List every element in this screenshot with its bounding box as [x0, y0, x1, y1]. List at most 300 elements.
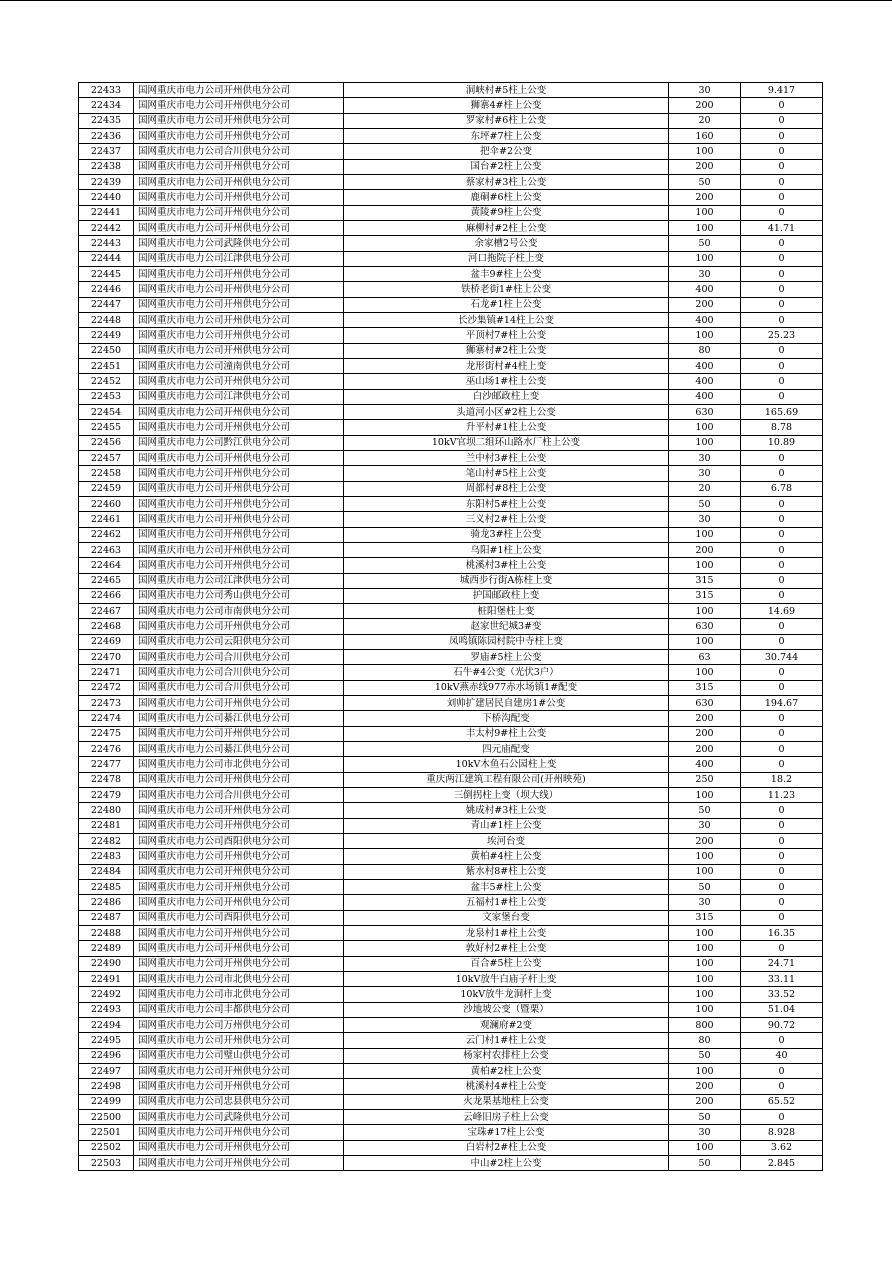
capacity-cell: 100	[669, 420, 741, 435]
company-cell: 国网重庆市电力公司璧山供电分公司	[134, 1048, 344, 1063]
company-cell: 国网重庆市电力公司忠县供电分公司	[134, 1094, 344, 1109]
value-cell: 0	[741, 588, 823, 603]
capacity-cell: 400	[669, 389, 741, 404]
value-cell: 0	[741, 726, 823, 741]
value-cell: 0	[741, 236, 823, 251]
row-id-cell: 22471	[79, 665, 134, 680]
company-cell: 国网重庆市电力公司市北供电分公司	[134, 757, 344, 772]
transformer-name-cell: 狮寨村#2柱上公变	[344, 343, 669, 358]
company-cell: 国网重庆市电力公司开州供电分公司	[134, 558, 344, 573]
company-cell: 国网重庆市电力公司开州供电分公司	[134, 496, 344, 511]
transformer-name-cell: 百合#5柱上公变	[344, 956, 669, 971]
company-cell: 国网重庆市电力公司开州供电分公司	[134, 1125, 344, 1140]
value-cell: 25.23	[741, 328, 823, 343]
row-id-cell: 22490	[79, 956, 134, 971]
capacity-cell: 100	[669, 328, 741, 343]
transformer-name-cell: 沙地坡公变（暨栗）	[344, 1002, 669, 1017]
table-row	[79, 742, 823, 757]
row-id-cell: 22437	[79, 144, 134, 159]
value-cell: 30.744	[741, 650, 823, 665]
table-row	[79, 834, 823, 849]
transformer-name-cell: 桩阳堡柱上变	[344, 604, 669, 619]
value-cell: 0	[741, 1033, 823, 1048]
value-cell: 0	[741, 174, 823, 189]
table-row	[79, 956, 823, 971]
transformer-name-cell: 头道河小区#2柱上公变	[344, 404, 669, 419]
value-cell: 0	[741, 573, 823, 588]
table-body	[79, 83, 823, 1171]
table-row	[79, 113, 823, 128]
transformer-name-cell: 平顶村7#柱上公变	[344, 328, 669, 343]
capacity-cell: 100	[669, 956, 741, 971]
table-row	[79, 696, 823, 711]
capacity-cell: 630	[669, 619, 741, 634]
value-cell: 51.04	[741, 1002, 823, 1017]
company-cell: 国网重庆市电力公司开州供电分公司	[134, 190, 344, 205]
company-cell: 国网重庆市电力公司开州供电分公司	[134, 1155, 344, 1170]
capacity-cell: 50	[669, 496, 741, 511]
table-row	[79, 220, 823, 235]
value-cell: 2.845	[741, 1155, 823, 1170]
row-id-cell: 22452	[79, 374, 134, 389]
row-id-cell: 22438	[79, 159, 134, 174]
capacity-cell: 100	[669, 144, 741, 159]
row-id-cell: 22501	[79, 1125, 134, 1140]
company-cell: 国网重庆市电力公司黔江供电分公司	[134, 435, 344, 450]
transformer-name-cell: 四元庙配变	[344, 742, 669, 757]
capacity-cell: 200	[669, 542, 741, 557]
company-cell: 国网重庆市电力公司合川供电分公司	[134, 144, 344, 159]
value-cell: 16.35	[741, 926, 823, 941]
capacity-cell: 200	[669, 98, 741, 113]
capacity-cell: 100	[669, 220, 741, 235]
value-cell: 0	[741, 190, 823, 205]
value-cell: 0	[741, 113, 823, 128]
transformer-name-cell: 石龙#1柱上公变	[344, 297, 669, 312]
transformer-name-cell: 火龙果基地柱上公变	[344, 1094, 669, 1109]
company-cell: 国网重庆市电力公司开州供电分公司	[134, 450, 344, 465]
company-cell: 国网重庆市电力公司开州供电分公司	[134, 98, 344, 113]
table-row	[79, 282, 823, 297]
table-row	[79, 1079, 823, 1094]
value-cell: 65.52	[741, 1094, 823, 1109]
value-cell: 0	[741, 1079, 823, 1094]
table-row	[79, 803, 823, 818]
transformer-name-cell: 五福村1#柱上公变	[344, 895, 669, 910]
transformer-name-cell: 桃溪村4#柱上公变	[344, 1079, 669, 1094]
transformer-name-cell: 桃溪村3#柱上公变	[344, 558, 669, 573]
row-id-cell: 22481	[79, 818, 134, 833]
row-id-cell: 22457	[79, 450, 134, 465]
row-id-cell: 22441	[79, 205, 134, 220]
value-cell: 0	[741, 849, 823, 864]
capacity-cell: 200	[669, 1079, 741, 1094]
value-cell: 0	[741, 864, 823, 879]
table-row	[79, 420, 823, 435]
value-cell: 0	[741, 910, 823, 925]
table-row	[79, 772, 823, 787]
transformer-name-cell: 石牛#4公变（光伏3户）	[344, 665, 669, 680]
row-id-cell: 22465	[79, 573, 134, 588]
transformer-name-cell: 青山#1柱上公变	[344, 818, 669, 833]
capacity-cell: 80	[669, 343, 741, 358]
transformer-name-cell: 白沙邮政柱上变	[344, 389, 669, 404]
value-cell: 0	[741, 895, 823, 910]
transformer-name-cell: 笔山村#5柱上公变	[344, 466, 669, 481]
row-id-cell: 22474	[79, 711, 134, 726]
transformer-name-cell: 巫山场1#柱上公变	[344, 374, 669, 389]
capacity-cell: 100	[669, 849, 741, 864]
row-id-cell: 22433	[79, 83, 134, 98]
company-cell: 国网重庆市电力公司合川供电分公司	[134, 788, 344, 803]
capacity-cell: 100	[669, 665, 741, 680]
value-cell: 0	[741, 680, 823, 695]
row-id-cell: 22467	[79, 604, 134, 619]
company-cell: 国网重庆市电力公司开州供电分公司	[134, 205, 344, 220]
table-row	[79, 435, 823, 450]
transformer-name-cell: 蔡家村#3柱上公变	[344, 174, 669, 189]
company-cell: 国网重庆市电力公司开州供电分公司	[134, 159, 344, 174]
value-cell: 194.67	[741, 696, 823, 711]
value-cell: 0	[741, 389, 823, 404]
row-id-cell: 22448	[79, 312, 134, 327]
table-row	[79, 312, 823, 327]
company-cell: 国网重庆市电力公司开州供电分公司	[134, 312, 344, 327]
capacity-cell: 30	[669, 450, 741, 465]
capacity-cell: 100	[669, 788, 741, 803]
transformer-name-cell: 黄柏#4柱上公变	[344, 849, 669, 864]
company-cell: 国网重庆市电力公司开州供电分公司	[134, 282, 344, 297]
transformer-name-cell: 敦好村2#柱上公变	[344, 941, 669, 956]
transformer-name-cell: 云门村1#柱上公变	[344, 1033, 669, 1048]
value-cell: 18.2	[741, 772, 823, 787]
value-cell: 41.71	[741, 220, 823, 235]
table-row	[79, 665, 823, 680]
table-row	[79, 542, 823, 557]
capacity-cell: 100	[669, 604, 741, 619]
transformer-name-cell: 东坪#7柱上公变	[344, 128, 669, 143]
table-row	[79, 1002, 823, 1017]
company-cell: 国网重庆市电力公司开州供电分公司	[134, 803, 344, 818]
capacity-cell: 400	[669, 757, 741, 772]
table-row	[79, 527, 823, 542]
row-id-cell: 22469	[79, 634, 134, 649]
transformer-name-cell: 黄柏#2柱上公变	[344, 1064, 669, 1079]
value-cell: 0	[741, 634, 823, 649]
transformer-name-cell: 余家槽2号公变	[344, 236, 669, 251]
capacity-cell: 200	[669, 297, 741, 312]
value-cell: 0	[741, 466, 823, 481]
transformer-name-cell: 紫水村8#柱上公变	[344, 864, 669, 879]
company-cell: 国网重庆市电力公司江津供电分公司	[134, 251, 344, 266]
table-row	[79, 466, 823, 481]
table-row	[79, 404, 823, 419]
transformer-name-cell: 护国邮政柱上变	[344, 588, 669, 603]
row-id-cell: 22443	[79, 236, 134, 251]
capacity-cell: 100	[669, 435, 741, 450]
value-cell: 24.71	[741, 956, 823, 971]
table-row	[79, 634, 823, 649]
capacity-cell: 250	[669, 772, 741, 787]
row-id-cell: 22435	[79, 113, 134, 128]
table-row	[79, 604, 823, 619]
transformer-name-cell: 狮寨4#柱上公变	[344, 98, 669, 113]
transformer-name-cell: 麻柳村#2柱上公变	[344, 220, 669, 235]
capacity-cell: 200	[669, 726, 741, 741]
row-id-cell: 22459	[79, 481, 134, 496]
table-row	[79, 1140, 823, 1155]
value-cell: 0	[741, 343, 823, 358]
company-cell: 国网重庆市电力公司开州供电分公司	[134, 512, 344, 527]
company-cell: 国网重庆市电力公司开州供电分公司	[134, 128, 344, 143]
capacity-cell: 50	[669, 236, 741, 251]
company-cell: 国网重庆市电力公司秀山供电分公司	[134, 588, 344, 603]
table-row	[79, 818, 823, 833]
transformer-name-cell: 赵家世纪城3#变	[344, 619, 669, 634]
row-id-cell: 22458	[79, 466, 134, 481]
row-id-cell: 22436	[79, 128, 134, 143]
company-cell: 国网重庆市电力公司开州供电分公司	[134, 527, 344, 542]
value-cell: 0	[741, 941, 823, 956]
row-id-cell: 22453	[79, 389, 134, 404]
table-row	[79, 711, 823, 726]
transformer-table	[78, 82, 823, 1171]
table-row	[79, 619, 823, 634]
row-id-cell: 22454	[79, 404, 134, 419]
value-cell: 11.23	[741, 788, 823, 803]
value-cell: 0	[741, 496, 823, 511]
capacity-cell: 100	[669, 205, 741, 220]
value-cell: 0	[741, 144, 823, 159]
table-row	[79, 1094, 823, 1109]
capacity-cell: 100	[669, 634, 741, 649]
row-id-cell: 22484	[79, 864, 134, 879]
value-cell: 0	[741, 297, 823, 312]
company-cell: 国网重庆市电力公司市北供电分公司	[134, 987, 344, 1002]
table-row	[79, 1109, 823, 1124]
table-row	[79, 450, 823, 465]
capacity-cell: 50	[669, 1109, 741, 1124]
capacity-cell: 30	[669, 512, 741, 527]
table-row	[79, 174, 823, 189]
table-row	[79, 1048, 823, 1063]
capacity-cell: 30	[669, 466, 741, 481]
row-id-cell: 22476	[79, 742, 134, 757]
row-id-cell: 22486	[79, 895, 134, 910]
capacity-cell: 200	[669, 1094, 741, 1109]
value-cell: 9.417	[741, 83, 823, 98]
company-cell: 国网重庆市电力公司开州供电分公司	[134, 1079, 344, 1094]
row-id-cell: 22447	[79, 297, 134, 312]
table-row	[79, 190, 823, 205]
row-id-cell: 22477	[79, 757, 134, 772]
table-row	[79, 1033, 823, 1048]
company-cell: 国网重庆市电力公司开州供电分公司	[134, 481, 344, 496]
company-cell: 国网重庆市电力公司开州供电分公司	[134, 818, 344, 833]
capacity-cell: 315	[669, 910, 741, 925]
transformer-name-cell: 杨家村农排柱上公变	[344, 1048, 669, 1063]
table-row	[79, 573, 823, 588]
company-cell: 国网重庆市电力公司江津供电分公司	[134, 389, 344, 404]
table-row	[79, 328, 823, 343]
capacity-cell: 315	[669, 680, 741, 695]
value-cell: 90.72	[741, 1018, 823, 1033]
company-cell: 国网重庆市电力公司开州供电分公司	[134, 404, 344, 419]
row-id-cell: 22498	[79, 1079, 134, 1094]
table-row	[79, 98, 823, 113]
row-id-cell: 22468	[79, 619, 134, 634]
table-row	[79, 1018, 823, 1033]
company-cell: 国网重庆市电力公司开州供电分公司	[134, 1064, 344, 1079]
value-cell: 0	[741, 1064, 823, 1079]
transformer-name-cell: 长沙集镇#14柱上公变	[344, 312, 669, 327]
company-cell: 国网重庆市电力公司开州供电分公司	[134, 343, 344, 358]
value-cell: 0	[741, 98, 823, 113]
row-id-cell: 22491	[79, 972, 134, 987]
table-row	[79, 266, 823, 281]
transformer-name-cell: 三义村2#柱上公变	[344, 512, 669, 527]
capacity-cell: 20	[669, 113, 741, 128]
capacity-cell: 100	[669, 926, 741, 941]
row-id-cell: 22472	[79, 680, 134, 695]
row-id-cell: 22499	[79, 1094, 134, 1109]
capacity-cell: 800	[669, 1018, 741, 1033]
company-cell: 国网重庆市电力公司开州供电分公司	[134, 696, 344, 711]
value-cell: 0	[741, 358, 823, 373]
row-id-cell: 22450	[79, 343, 134, 358]
capacity-cell: 63	[669, 650, 741, 665]
company-cell: 国网重庆市电力公司合川供电分公司	[134, 680, 344, 695]
capacity-cell: 100	[669, 987, 741, 1002]
row-id-cell: 22440	[79, 190, 134, 205]
transformer-name-cell: 罗庙#5柱上公变	[344, 650, 669, 665]
transformer-name-cell: 盆丰5#柱上公变	[344, 880, 669, 895]
transformer-name-cell: 埃河台变	[344, 834, 669, 849]
row-id-cell: 22482	[79, 834, 134, 849]
table-row	[79, 144, 823, 159]
company-cell: 国网重庆市电力公司开州供电分公司	[134, 849, 344, 864]
row-id-cell: 22434	[79, 98, 134, 113]
table-row	[79, 358, 823, 373]
table-row	[79, 788, 823, 803]
transformer-name-cell: 城西步行街A栋柱上变	[344, 573, 669, 588]
table-row	[79, 236, 823, 251]
row-id-cell: 22478	[79, 772, 134, 787]
value-cell: 6.78	[741, 481, 823, 496]
transformer-name-cell: 云峰旧房子柱上公变	[344, 1109, 669, 1124]
transformer-name-cell: 下桥沟配变	[344, 711, 669, 726]
value-cell: 40	[741, 1048, 823, 1063]
capacity-cell: 100	[669, 1002, 741, 1017]
company-cell: 国网重庆市电力公司开州供电分公司	[134, 113, 344, 128]
table-row	[79, 512, 823, 527]
capacity-cell: 315	[669, 588, 741, 603]
table-row	[79, 588, 823, 603]
table-row	[79, 159, 823, 174]
table-row	[79, 558, 823, 573]
capacity-cell: 100	[669, 558, 741, 573]
row-id-cell: 22480	[79, 803, 134, 818]
capacity-cell: 200	[669, 742, 741, 757]
company-cell: 国网重庆市电力公司开州供电分公司	[134, 266, 344, 281]
table-row	[79, 343, 823, 358]
capacity-cell: 30	[669, 895, 741, 910]
transformer-name-cell: 丰太村9#柱上公变	[344, 726, 669, 741]
row-id-cell: 22496	[79, 1048, 134, 1063]
table-row	[79, 389, 823, 404]
capacity-cell: 630	[669, 696, 741, 711]
transformer-name-cell: 文家堡台变	[344, 910, 669, 925]
capacity-cell: 100	[669, 527, 741, 542]
value-cell: 0	[741, 665, 823, 680]
table-row	[79, 481, 823, 496]
company-cell: 国网重庆市电力公司万州供电分公司	[134, 1018, 344, 1033]
transformer-name-cell: 凤鸣镇陈园村院中寺柱上变	[344, 634, 669, 649]
value-cell: 0	[741, 128, 823, 143]
company-cell: 国网重庆市电力公司开州供电分公司	[134, 619, 344, 634]
transformer-name-cell: 罗家村#6柱上公变	[344, 113, 669, 128]
company-cell: 国网重庆市电力公司綦江供电分公司	[134, 742, 344, 757]
capacity-cell: 100	[669, 972, 741, 987]
company-cell: 国网重庆市电力公司武隆供电分公司	[134, 1109, 344, 1124]
value-cell: 0	[741, 818, 823, 833]
transformer-name-cell: 10kV燕赤线977赤水场镇1#配变	[344, 680, 669, 695]
value-cell: 14.69	[741, 604, 823, 619]
row-id-cell: 22442	[79, 220, 134, 235]
capacity-cell: 80	[669, 1033, 741, 1048]
table-row	[79, 941, 823, 956]
table-row	[79, 205, 823, 220]
transformer-name-cell: 10kV放牛白庙子杆上变	[344, 972, 669, 987]
transformer-name-cell: 观澜府#2变	[344, 1018, 669, 1033]
table-row	[79, 987, 823, 1002]
capacity-cell: 400	[669, 374, 741, 389]
row-id-cell: 22470	[79, 650, 134, 665]
row-id-cell: 22446	[79, 282, 134, 297]
company-cell: 国网重庆市电力公司开州供电分公司	[134, 926, 344, 941]
capacity-cell: 30	[669, 266, 741, 281]
table-row	[79, 864, 823, 879]
value-cell: 8.78	[741, 420, 823, 435]
company-cell: 国网重庆市电力公司开州供电分公司	[134, 726, 344, 741]
company-cell: 国网重庆市电力公司开州供电分公司	[134, 1033, 344, 1048]
row-id-cell: 22451	[79, 358, 134, 373]
capacity-cell: 30	[669, 818, 741, 833]
row-id-cell: 22494	[79, 1018, 134, 1033]
transformer-name-cell: 重庆两江建筑工程有限公司(开州映苑)	[344, 772, 669, 787]
capacity-cell: 630	[669, 404, 741, 419]
value-cell: 0	[741, 803, 823, 818]
value-cell: 0	[741, 251, 823, 266]
value-cell: 0	[741, 159, 823, 174]
row-id-cell: 22493	[79, 1002, 134, 1017]
company-cell: 国网重庆市电力公司开州供电分公司	[134, 542, 344, 557]
value-cell: 8.928	[741, 1125, 823, 1140]
value-cell: 0	[741, 542, 823, 557]
table-row	[79, 972, 823, 987]
transformer-name-cell: 周都村#8柱上公变	[344, 481, 669, 496]
company-cell: 国网重庆市电力公司云阳供电分公司	[134, 634, 344, 649]
row-id-cell: 22456	[79, 435, 134, 450]
company-cell: 国网重庆市电力公司开州供电分公司	[134, 864, 344, 879]
company-cell: 国网重庆市电力公司市南供电分公司	[134, 604, 344, 619]
row-id-cell: 22464	[79, 558, 134, 573]
capacity-cell: 30	[669, 83, 741, 98]
capacity-cell: 200	[669, 711, 741, 726]
value-cell: 0	[741, 834, 823, 849]
capacity-cell: 30	[669, 1125, 741, 1140]
row-id-cell: 22455	[79, 420, 134, 435]
